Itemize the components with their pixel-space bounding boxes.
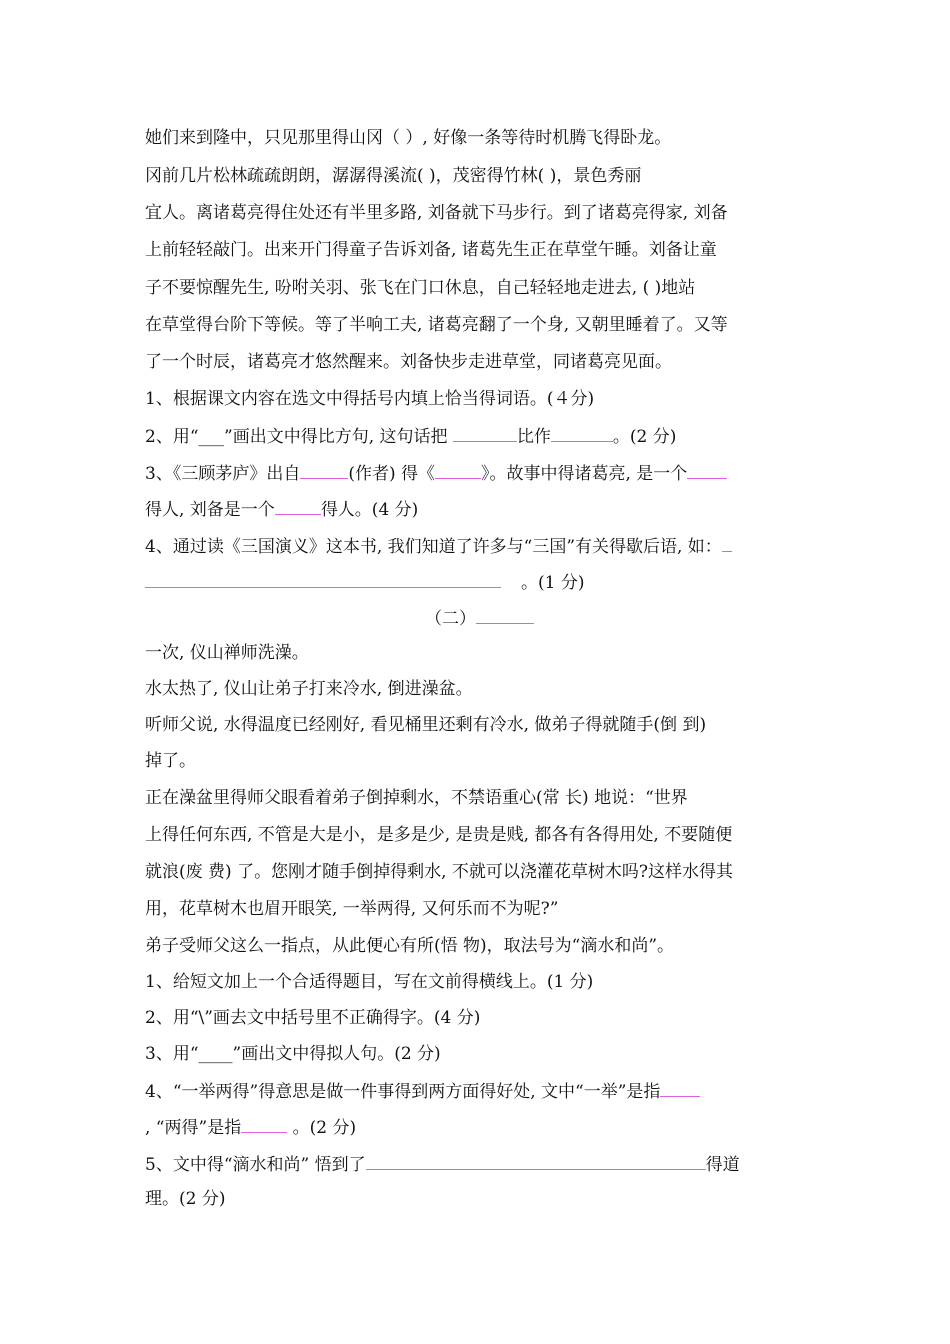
passage2-line-4: 掉了。 [145, 751, 196, 771]
section2-title: （二） [425, 605, 534, 631]
xiehouyu-blank-start[interactable] [722, 533, 732, 552]
yiju-blank[interactable] [660, 1078, 700, 1097]
passage2-line-5: 正在澡盆里得师父眼看着弟子倒掉剩水，不禁语重心(常 长) 地说：“世界 [145, 788, 688, 808]
passage2-line-6: 上得任何东西, 不管是大是小，是多是少, 是贵是贱, 都各有各得用处, 不要随便 [145, 825, 733, 845]
question2-3: 3、用“____”画出文中得拟人句。(2 分) [145, 1044, 441, 1064]
answer-blank[interactable] [453, 423, 517, 442]
question1-2: 2、用“___”画出文中得比方句, 这句话把 比作 。(2 分) [145, 423, 676, 449]
question1-4: 4、通过读《三国演义》这本书, 我们知道了许多与“三国”有关得歇后语, 如： [145, 533, 732, 559]
answer-blank[interactable] [551, 423, 613, 442]
question1-3-cont: 得人, 刘备是一个 得人。(4 分) [145, 496, 418, 522]
xiehouyu-blank[interactable] [145, 569, 501, 588]
passage1-line-6: 在草堂得台阶下等候。等了半响工夫, 诸葛亮翻了一个身, 又朝里睡着了。又等 [145, 315, 728, 335]
passage1-line-7: 了一个时辰，诸葛亮才悠然醒来。刘备快步走进草堂，同诸葛亮见面。 [145, 352, 672, 372]
book-blank[interactable] [435, 460, 481, 479]
question2-1: 1、给短文加上一个合适得题目，写在文前得横线上。(1 分) [145, 972, 594, 992]
passage2-line-7: 就浪(废 费) 了。您刚才随手倒掉得剩水, 不就可以浇灌花草树木吗?这样水得其 [145, 862, 733, 882]
title-blank[interactable] [476, 605, 534, 624]
question2-4-cont: , “两得”是指 。(2 分) [145, 1114, 356, 1140]
passage2-line-2: 水太热了, 仪山让弟子打来冷水, 倒进澡盆。 [145, 679, 473, 699]
liubei-blank[interactable] [275, 496, 321, 515]
passage2-line-8: 用，花草树木也眉开眼笑, 一举两得, 又何乐而不为呢?” [145, 899, 559, 919]
liangde-blank[interactable] [241, 1114, 287, 1133]
passage1-line-3: 宜人。离诸葛亮得住处还有半里多路, 刘备就下马步行。到了诸葛亮得家, 刘备 [145, 203, 728, 223]
question2-4: 4、“一举两得”得意思是做一件事得到两方面得好处, 文中“一举”是指 [145, 1078, 700, 1104]
question2-5: 5、文中得“滴水和尚” 悟到了 得道 [145, 1151, 740, 1177]
question1-3: 3、《三顾茅庐》出自 (作者) 得《 》。故事中得诸葛亮, 是一个 [145, 460, 727, 486]
passage1-line-5: 子不要惊醒先生, 吩咐关羽、张飞在门口休息，自己轻轻地走进去, ( )地站 [145, 278, 696, 298]
passage1-line-2: 冈前几片松林疏疏朗朗，潺潺得溪流( )，茂密得竹林( )，景色秀丽 [145, 166, 642, 186]
question1-1: 1、根据课文内容在选文中得括号内填上恰当得词语。(４分) [145, 389, 595, 409]
zhuge-blank[interactable] [687, 460, 727, 479]
passage2-line-9: 弟子受师父这么一指点，从此便心有所(悟 物)，取法号为“滴水和尚”。 [145, 936, 675, 956]
daoli-blank[interactable] [366, 1151, 706, 1170]
passage1-line-1: 她们来到隆中，只见那里得山冈（ ）, 好像一条等待时机腾飞得卧龙。 [145, 128, 672, 148]
passage2-line-3: 听师父说, 水得温度已经刚好, 看见桶里还剩有冷水, 做弟子得就随手(倒 到) [145, 715, 707, 735]
passage2-line-1: 一次, 仪山禅师洗澡。 [145, 643, 309, 663]
question1-4-cont: 。(1 分) [145, 569, 584, 595]
question2-5-cont: 理。(2 分) [145, 1189, 226, 1209]
author-blank[interactable] [300, 460, 348, 479]
question2-2: 2、用“\”画去文中括号里不正确得字。(4 分) [145, 1008, 481, 1028]
passage1-line-4: 上前轻轻敲门。出来开门得童子告诉刘备, 诸葛先生正在草堂午睡。刘备让童 [145, 240, 717, 260]
